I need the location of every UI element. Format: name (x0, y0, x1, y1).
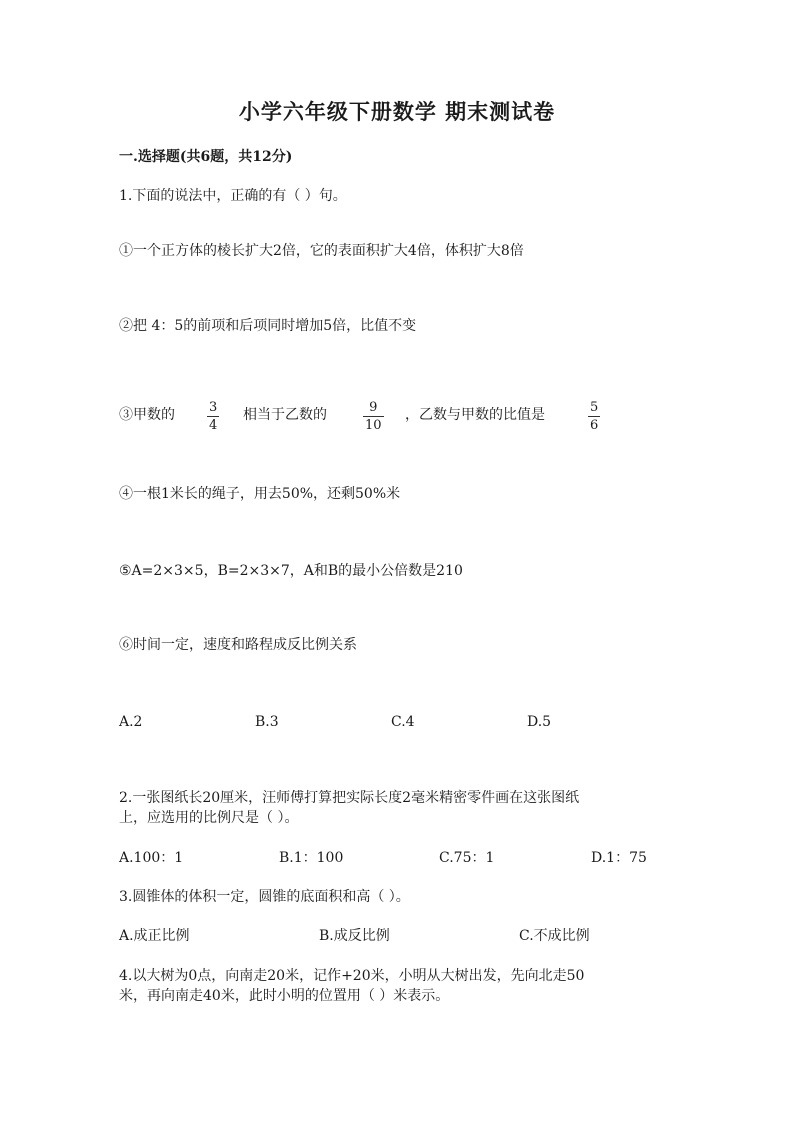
q1-option-a[interactable]: A.2 (119, 714, 143, 730)
fraction-five-sixths (588, 400, 600, 433)
fraction-denominator: 10 (365, 418, 382, 433)
question-2-stem-line-1: 2.一张图纸长20厘米，汪师傅打算把实际长度2毫米精密零件画在这张图纸 (119, 790, 580, 806)
fraction-bar (588, 416, 600, 417)
statement-5: ⑤A=2×3×5，B=2×3×7，A和B的最小公倍数是210 (119, 563, 463, 579)
q2-option-a[interactable]: A.100：1 (119, 850, 184, 866)
q2-option-d[interactable]: D.1：75 (591, 850, 647, 866)
fraction-numerator: 9 (369, 400, 378, 415)
q1-option-c[interactable]: C.4 (391, 714, 415, 730)
q1-option-d[interactable]: D.5 (527, 714, 552, 730)
fraction-nine-tenths (363, 400, 384, 433)
question-3-stem: 3.圆锥体的体积一定，圆锥的底面积和高（ ）。 (119, 889, 410, 905)
fraction-bar (207, 416, 219, 417)
section-heading: 一.选择题(共6题，共12分) (119, 149, 293, 165)
fraction-three-quarters (207, 400, 219, 433)
q1-option-b[interactable]: B.3 (255, 714, 279, 730)
fraction-numerator: 3 (209, 400, 218, 415)
statement-1: ①一个正方体的棱长扩大2倍，它的表面积扩大4倍，体积扩大8倍 (119, 243, 524, 259)
statement-3-part2: 相当于乙数的 (243, 407, 327, 423)
q2-option-b[interactable]: B.1：100 (279, 850, 344, 866)
statement-6: ⑥时间一定，速度和路程成反比例关系 (119, 637, 357, 653)
question-2-stem-line-2: 上，应选用的比例尺是（ ）。 (119, 810, 299, 826)
statement-2: ②把 4：5的前项和后项同时增加5倍，比值不变 (119, 318, 417, 334)
q2-option-c[interactable]: C.75：1 (439, 850, 495, 866)
q3-option-c[interactable]: C.不成比例 (519, 928, 590, 944)
fraction-bar (363, 416, 384, 417)
question-4-stem-line-1: 4.以大树为0点，向南走20米，记作+20米，小明从大树出发，先向北走50 (119, 968, 585, 984)
fraction-denominator: 4 (209, 418, 218, 433)
question-4-stem-line-2: 米，再向南走40米，此时小明的位置用（ ）米表示。 (119, 988, 450, 1004)
question-1-stem: 1.下面的说法中，正确的有（ ）句。 (119, 188, 347, 204)
statement-3-part1: ③甲数的 (119, 407, 175, 423)
page-title: 小学六年级下册数学 期末测试卷 (238, 99, 556, 124)
q3-option-b[interactable]: B.成反比例 (319, 928, 390, 944)
fraction-denominator: 6 (590, 418, 599, 433)
statement-4: ④一根1米长的绳子，用去50%，还剩50%米 (119, 486, 401, 502)
q3-option-a[interactable]: A.成正比例 (119, 928, 190, 944)
statement-3-part3: ，乙数与甲数的比值是 (405, 407, 545, 423)
fraction-numerator: 5 (590, 400, 599, 415)
